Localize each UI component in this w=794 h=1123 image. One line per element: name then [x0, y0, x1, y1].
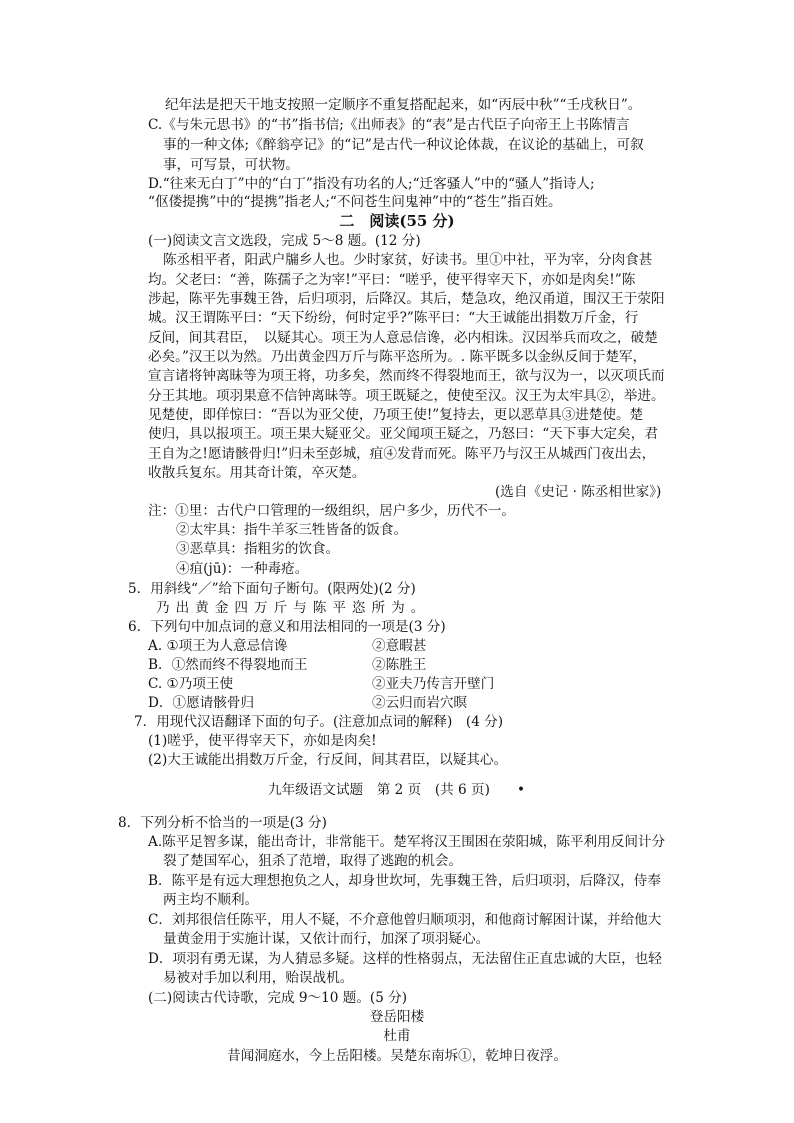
question-6-option-b-2: ②陈胜王: [372, 657, 427, 673]
question-6-option-a: A. ①项王为人意忌信谗: [148, 638, 288, 654]
question-6-option-c: C. ①乃项王使: [148, 676, 234, 692]
passage-line: 均。父老曰：“善，陈孺子之为宰!”平曰：“嗟乎，使平得宰天下，亦如是肉矣!”陈: [148, 272, 636, 288]
section-title: 二 阅读(55 分): [339, 212, 455, 230]
passage-line: 宣言诸将钟离昧等为项王将，功多矣，然而终不得裂地而王，欲与汉为一，以灭项氏而: [148, 368, 665, 384]
passage-line: 城。汉王谓陈平曰：“天下纷纷，何时定乎?”陈平曰：“大王诚能出捐数万斤金，行: [148, 310, 639, 326]
prev-option-c-line: 事，可写景，可状物。: [163, 157, 299, 173]
question-8-option-line: A.陈平足智多谋，能出奇计，非常能干。楚军将汉王围困在荥阳城，陈平利用反间计分: [148, 834, 666, 850]
passage-line: 使归，具以报项王。项王果大疑亚父。亚父闻项王疑之，乃怒曰：“天下事大定矣，君: [148, 426, 658, 442]
prev-option-d-line: “伛偻提携”中的“提携”指老人;“不问苍生问鬼神”中的“苍生”指百姓。: [148, 194, 562, 210]
question-7-stem: 7．用现代汉语翻译下面的句子。(注意加点词的解释) (4 分): [134, 714, 504, 730]
prev-text-line: 纪年法是把天干地支按照一定顺序不重复搭配起来，如“丙辰中秋”“壬戌秋日”。: [165, 97, 642, 113]
question-6-option-b: B．①然而终不得裂地而王: [148, 657, 308, 673]
question-8-option-line: C．刘邦很信任陈平，用人不疑，不介意他曾归顺项羽，和他商讨解困计谋，并给他大: [148, 912, 662, 928]
note-line: 注：①里：古代户口管理的一级组织，居户多少，历代不一。: [148, 503, 516, 519]
question-5-stem: 5．用斜线“／”给下面句子断句。(限两处)(2 分): [128, 581, 416, 597]
question-6-stem: 6．下列句中加点词的意义和用法相同的一项是(3 分): [128, 619, 446, 635]
question-6-option-d-2: ②云归而岩穴暝: [372, 695, 468, 711]
passage-line: 必矣。”汉王以为然。乃出黄金四万斤与陈平恣所为。. 陈平既多以金纵反间于楚军，: [148, 349, 647, 365]
poem-author: 杜甫: [383, 1028, 411, 1044]
question-8-stem: 8．下列分析不恰当的一项是(3 分): [118, 815, 327, 831]
passage-intro: (一)阅读文言文选段，完成 5～8 题。(12 分): [148, 233, 421, 249]
prev-option-d-line: D.“往来无白丁”中的“白丁”指没有功名的人;“迁客骚人”中的“骚人”指诗人;: [148, 176, 595, 192]
question-8-option-line: 裂了楚国军心，狙杀了范增，取得了逃跑的机会。: [163, 853, 463, 869]
prev-option-c-line: C.《与朱元思书》的“书”指书信;《出师表》的“表”是古代臣子向帝王上书陈情言: [148, 117, 630, 133]
question-6-option-a-2: ②意暇甚: [372, 638, 427, 654]
passage-line: 分王其地。项羽果意不信钟离昧等。项王既疑之，使使至汉。汉王为太牢具②，举进。: [148, 388, 665, 404]
note-line: ④疽(jū)：一种毒疮。: [176, 561, 309, 577]
footer-mark: •: [517, 782, 526, 798]
question-8-option-line: B．陈平是有远大理想抱负之人，却身世坎坷，先事魏王咎，后归项羽，后降汉，侍奉: [148, 873, 661, 889]
question-6-option-c-2: ②亚夫乃传言开壁门: [372, 676, 495, 692]
passage-line: 见楚使，即佯惊曰：“吾以为亚父使，乃项王使!”复持去，更以恶草具③进楚使。楚: [148, 407, 644, 423]
poem-line: 昔闻洞庭水，今上岳阳楼。吴楚东南坼①，乾坤日夜浮。: [227, 1048, 567, 1064]
question-8-option-line: 两主均不顺利。: [163, 892, 259, 908]
passage-line: 陈丞相平者，阳武户牖乡人也。少时家贫，好读书。里①中社，平为宰，分肉食甚: [163, 252, 653, 268]
page-footer: 九年级语文试题 第 2 页 (共 6 页): [268, 782, 490, 798]
passage-line: 反间，间其君臣， 以疑其心。项王为人意忌信谗，必内相诛。汉因举兵而攻之，破楚: [148, 330, 658, 346]
passage-line: 收散兵复东。用其奇计策，卒灭楚。: [148, 465, 366, 481]
note-line: ③恶草具：指粗劣的饮食。: [176, 541, 340, 557]
question-7-item: (2)大王诚能出捐数万斤金，行反间，间其君臣，以疑其心。: [148, 752, 508, 768]
passage-source: (选自《史记 · 陈丞相世家》): [495, 484, 662, 500]
question-8-option-line: 易被对手加以利用，贻误战机。: [163, 970, 354, 986]
poem-intro: (二)阅读古代诗歌，完成 9～10 题。(5 分): [148, 990, 408, 1006]
question-7-item: (1)嗟乎，使平得宰天下，亦如是肉矣!: [148, 733, 377, 749]
passage-line: 涉起，陈平先事魏王咎，后归项羽，后降汉。其后，楚急攻，绝汉甬道，围汉王于荥阳: [148, 291, 665, 307]
question-6-option-d: D．①愿请骸骨归: [148, 695, 255, 711]
question-8-option-line: 量黄金用于实施计谋，又依计而行，加深了项羽疑心。: [163, 931, 490, 947]
question-5-sentence: 乃出黄金四万斤与陈平恣所为。: [156, 600, 431, 616]
question-8-option-line: D．项羽有勇无谋，为人猜忌多疑。这样的性格弱点，无法留住正直忠诚的大臣，也轻: [148, 951, 662, 967]
note-line: ②太牢具：指牛羊豕三牲皆备的饭食。: [176, 522, 408, 538]
poem-title: 登岳阳楼: [369, 1009, 425, 1025]
prev-option-c-line: 事的一种文体;《醉翁亭记》的“记”是古代一种议论体裁，在议论的基础上，可叙: [163, 137, 644, 153]
passage-line: 王自为之!愿请骸骨归!”归未至彭城，疽④发背而死。陈平乃与汉王从城西门夜出去，: [148, 446, 656, 462]
